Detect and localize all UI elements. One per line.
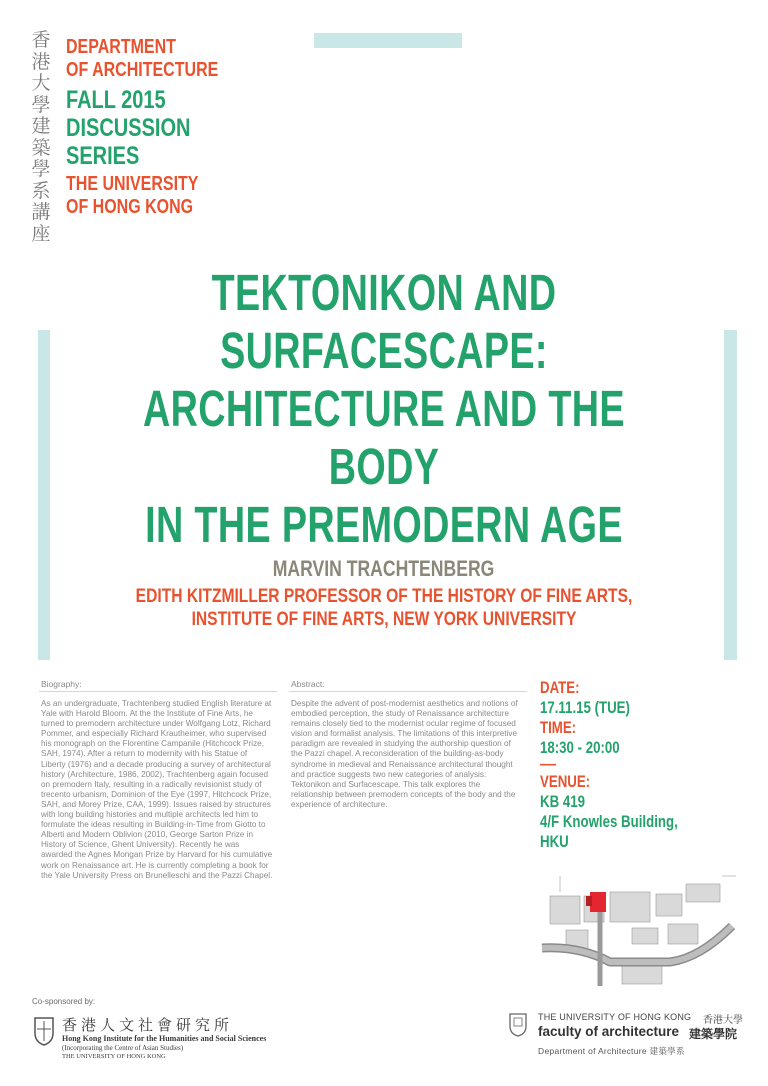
- map-building: [668, 924, 698, 944]
- venue-marker: [590, 892, 606, 912]
- map-building: [686, 884, 720, 902]
- time-value: 18:30 - 20:00: [540, 738, 620, 757]
- faculty-english-name: faculty of architecture: [538, 1024, 680, 1039]
- hkihss-english-name: Hong Kong Institute for the Humanities and Social Sciences: [62, 1034, 267, 1043]
- hku-chinese-name: 香港大學: [703, 1015, 743, 1026]
- cn-char: 香: [31, 29, 51, 51]
- speaker-text: MARVIN TRACHTENBERG: [273, 556, 495, 581]
- department-footer: Department of Architecture 建築學系: [538, 1046, 685, 1056]
- hku-crest-icon: [508, 1012, 528, 1038]
- map-building: [656, 894, 682, 916]
- hkihss-crest-icon: [32, 1015, 56, 1047]
- campus-map: [540, 866, 740, 994]
- series-line: SERIES: [66, 142, 140, 170]
- speaker-affiliation: [0, 585, 768, 631]
- hku-english-name: THE UNIVERSITY OF HONG KONG: [538, 1012, 692, 1022]
- abstract-text: Despite the advent of post-modernist aesthetics and notions of embodied perception, the study of Renaissance architecture remains closely tied to the modernist ocular regime of focused vision and formalist analysis. The limitations of this interpretive paradigm are revealed in studying the authorship question of the Pazzi chapel. A reconsideration of the building-as-body syndrome in medieval and Renaissance architectural thought and practice suggests two new categories of analysis: Tektonikon and Surfacescape. This talk explores the relationship between premodern concepts of the body and the experience of architecture.: [291, 699, 518, 809]
- map-building: [550, 896, 580, 924]
- hkihss-subtitle: (Incorporating the Centre of Asian Studies): [62, 1044, 184, 1052]
- cn-char: 講: [31, 201, 51, 223]
- cn-char: 大: [31, 72, 51, 94]
- cn-char: 建: [31, 115, 51, 137]
- cn-char: 築: [31, 136, 51, 159]
- title-line: ARCHITECTURE AND THE BODY: [143, 380, 625, 495]
- map-building: [610, 892, 650, 922]
- department-line: OF ARCHITECTURE: [66, 59, 219, 81]
- event-details: [540, 678, 717, 852]
- title-line: SURFACESCAPE:: [220, 322, 548, 379]
- hkihss-chinese-name: 香港人文社會研究所: [62, 1016, 234, 1034]
- biography-divider: [39, 691, 277, 692]
- affiliation-line: EDITH KITZMILLER PROFESSOR OF THE HISTORY OF FINE ARTS,: [135, 585, 633, 607]
- chinese-vertical-title: [30, 30, 52, 245]
- cosponsor-label: Co-sponsored by:: [32, 997, 96, 1006]
- map-building: [632, 928, 658, 944]
- hkihss-university: THE UNIVERSITY OF HONG KONG: [62, 1053, 166, 1060]
- cn-char: 港: [31, 50, 51, 73]
- biography-heading: Biography:: [41, 679, 82, 689]
- affiliation-line: INSTITUTE OF FINE ARTS, NEW YORK UNIVERSITY: [191, 608, 577, 630]
- top-accent-bar: [314, 33, 462, 48]
- series-line: DISCUSSION: [66, 114, 191, 142]
- details-dash: —: [540, 756, 556, 773]
- series-line: FALL 2015: [66, 86, 166, 114]
- cn-char: 學: [31, 93, 51, 116]
- abstract-divider: [289, 691, 527, 692]
- cn-char: 座: [31, 222, 51, 245]
- title-line: IN THE PREMODERN AGE: [145, 496, 623, 553]
- faculty-chinese-name: 建築學院: [689, 1027, 738, 1041]
- venue-line: 4/F Knowles Building,: [540, 812, 678, 831]
- time-label: TIME:: [540, 718, 577, 737]
- series-name: [66, 86, 190, 170]
- venue-line: HKU: [540, 832, 569, 851]
- date-label: DATE:: [540, 678, 580, 697]
- title-line: TEKTONIKON AND: [211, 264, 557, 321]
- biography-text: As an undergraduate, Trachtenberg studied English literature at Yale with Harold Bloom. At the the Institute of Fine Arts, he turned to premodern architecture under Wolfgang Lotz, Richard Pommer, and especially Richard Krautheimer, who supervised his monograph on the Florentine Campanile (Hitchcock Prize, SAH, 1974). After a return to modernity with his Statue of Liberty (1976) and a decade producing a survey of architectural history (Architecture, 1986, 2002), Trachtenberg again focused on premodern Italy, resulting in a radically revisionist study of trecento urbanism, Dominion of the Eye (1997, Hitchcock Prize, SAH, and Morey Prize, CAA, 1999). Issues raised by structures with long building histories and multiple architects led him to formulate the ideas resulting in Building-in-Time from Giotto to Alberti and Modern Oblivion (2010, George Sarton Prize in History of Science, Ghent University). Recently he was awarded the Agnes Mongan Prize by Harvard for his cumulative work on Renaissance art. He is currently completing a book for the Yale University Press on Brunelleschi and the Pazzi Chapel.: [41, 699, 273, 880]
- talk-title: [0, 264, 768, 554]
- cn-char: 學: [31, 158, 51, 180]
- university-name: [66, 173, 198, 219]
- department-line: DEPARTMENT: [66, 36, 176, 58]
- speaker-name: [0, 556, 768, 582]
- university-line: OF HONG KONG: [66, 196, 194, 218]
- abstract-heading: Abstract:: [291, 679, 325, 689]
- cn-char: 系: [31, 179, 51, 202]
- venue-label: VENUE:: [540, 772, 591, 791]
- venue-line: KB 419: [540, 792, 585, 811]
- date-value: 17.11.15 (TUE): [540, 698, 630, 717]
- university-line: THE UNIVERSITY: [66, 173, 199, 195]
- venue-marker-shadow: [586, 896, 592, 906]
- department-name: [66, 36, 218, 82]
